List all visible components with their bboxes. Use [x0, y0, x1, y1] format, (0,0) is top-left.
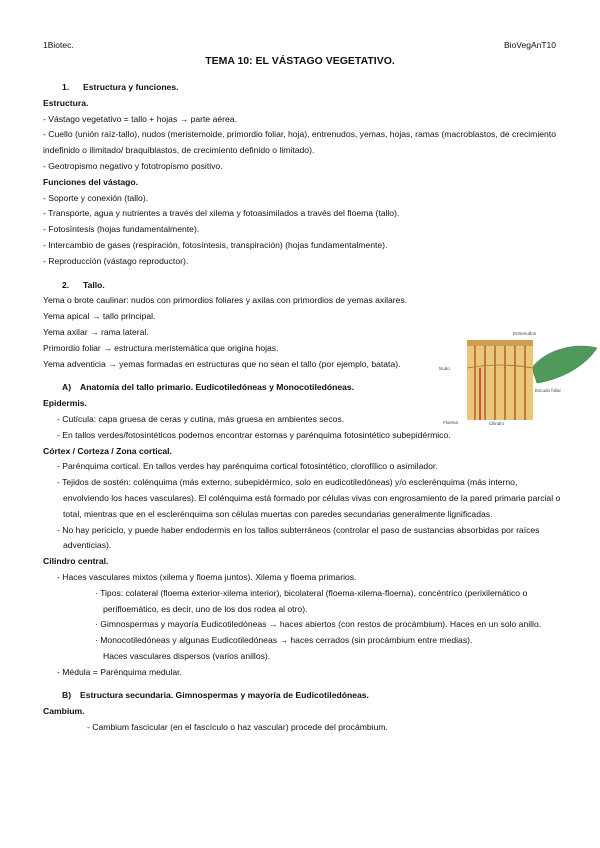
page-title: TEMA 10: EL VÁSTAGO VEGETATIVO.: [205, 55, 395, 67]
stem-figure: [437, 328, 597, 433]
medula-item: - Médula = Parénquima medular.: [57, 666, 182, 677]
subsection-b-heading: [43, 688, 561, 704]
subsection-a-letter: A): [62, 382, 72, 393]
tallo-line: Yema o brote caulinar: nudos con primordios foliares y axilas con primordios de yemas axilares.: [43, 295, 408, 306]
funciones-item: - Intercambio de gases (respiración, fotosíntesis, transpiración) (hojas fundamentalmente).: [43, 239, 388, 250]
haces-subitem: · Gimnospermas y mayoría Eudicotiledóneas → haces abiertos (con restos de procámbium). Haces en un solo anillo.: [95, 619, 542, 630]
leaf-shape: [532, 346, 597, 383]
estructura-label: Estructura.: [43, 97, 89, 108]
stem-illustration: [437, 328, 597, 433]
epidermis-item: - En tallos verdes/fotosintéticos podemos encontrar estomas y parénquima fotosintético subepidérmico.: [57, 429, 451, 440]
funciones-item: - Fotosíntesis (hojas fundamentalmente).: [43, 224, 200, 235]
tallo-line: Yema apical → tallo principal.: [43, 311, 156, 322]
subsection-b-title: Estructura secundaria. Gimnospermas y mayoría de Eudicotiledóneas.: [80, 690, 369, 701]
section-1-number: 1.: [62, 82, 70, 92]
stem-body: [467, 340, 533, 420]
stem-node-top: [467, 340, 533, 346]
cortex-item: - No hay periciclo, y puede haber endodermis en los tallos subterráneos (controlar el paso de sustancias absorbidas por raíces adventicias).: [57, 524, 540, 551]
section-1-heading: [43, 80, 561, 96]
epidermis-label: Epidermis.: [43, 398, 87, 409]
cilindro-label: Cilindro central.: [43, 556, 109, 567]
cambium-item: - Cambium fascicular (en el fascículo o haz vascular) procede del procámbium.: [87, 722, 388, 733]
label-entrenudos: Entrenudos: [513, 331, 537, 336]
header-left: 1Biotec.: [43, 40, 74, 50]
funciones-item: - Soporte y conexión (tallo).: [43, 192, 149, 203]
header-right: BioVegAnT10: [504, 40, 556, 50]
tallo-line: Primordio foliar → estructura meristemática que origina hojas.: [43, 342, 279, 353]
label-escudo: Escudo foliar: [535, 388, 562, 393]
estructura-item: - Cuello (unión raíz-tallo), nudos (meristemoide, primordio foliar, hoja), entrenudos, yemas, hojas, ramas (macroblastos, de crecimiento indefinido o ilimitado/ braquiblastos, de crecimiento definido o limitado).: [43, 129, 556, 156]
estructura-item: - Vástago vegetativo = tallo + hojas → parte aérea.: [43, 113, 237, 124]
label-cilindro: Cilindro: [489, 421, 505, 426]
epidermis-item: - Cutícula: capa gruesa de ceras y cutina, más gruesa en ambientes secos.: [57, 413, 345, 424]
tallo-line: Yema axilar → rama lateral.: [43, 326, 149, 337]
section-2-heading: [43, 278, 561, 294]
cortex-label: Córtex / Corteza / Zona cortical.: [43, 445, 172, 456]
funciones-label: Funciones del vástago.: [43, 176, 139, 187]
subsection-a-title: Anatomía del tallo primario. Eudicotiledóneas y Monocotiledóneas.: [80, 382, 355, 393]
haces-subitem: · Monocotiledóneas y algunas Eudicotiledóneas → haces cerrados (sin procámbium entre medias).: [95, 635, 473, 646]
section-2-number: 2.: [62, 279, 70, 290]
section-2-title: Tallo.: [83, 279, 105, 290]
label-nudo: Nudo: [439, 366, 450, 371]
section-1-title: Estructura y funciones.: [83, 82, 179, 92]
cambium-label: Cambium.: [43, 706, 85, 717]
cortex-item: - Tejidos de sostén: colénquima (más externo, subepidérmico, solo en eudicotiledóneas) y/o esclerénquima (más interno, envolviendo los haces vasculares). El colénquima está formado por células vivas con engrosamiento de la pared primaria parcial o total, mientras que en el esclerénquima son células muertas con paredes secundarias generalmente lignificadas.: [57, 477, 561, 519]
estructura-item: - Geotropismo negativo y fototropismo positivo.: [43, 160, 223, 171]
haces-subitem: · Tipos: colateral (floema exterior-xilema interior), bicolateral (floema-xilema-floema), concéntrico (perixilemático o perifloemático, es decir, uno de los dos rodea al otro).: [95, 587, 528, 614]
cortex-item: - Parénquima cortical. En tallos verdes hay parénquima cortical fotosintético, clorofílico o asimilador.: [57, 461, 438, 472]
haces-extra: Haces vasculares dispersos (varios anillos).: [103, 650, 271, 661]
subsection-b-letter: B): [62, 690, 72, 701]
funciones-item: - Reproducción (vástago reproductor).: [43, 255, 189, 266]
haces-item: - Haces vasculares mixtos (xilema y floema juntos). Xilema y floema primarios.: [57, 571, 357, 582]
tallo-line: Yema adventicia → yemas formadas en estructuras que no sean el tallo (por ejemplo, batata).: [43, 358, 401, 369]
label-floema: Floema: [443, 420, 459, 425]
funciones-item: - Transporte, agua y nutrientes a través del xilema y fotoasimilados a través del floema (tallo).: [43, 208, 400, 219]
